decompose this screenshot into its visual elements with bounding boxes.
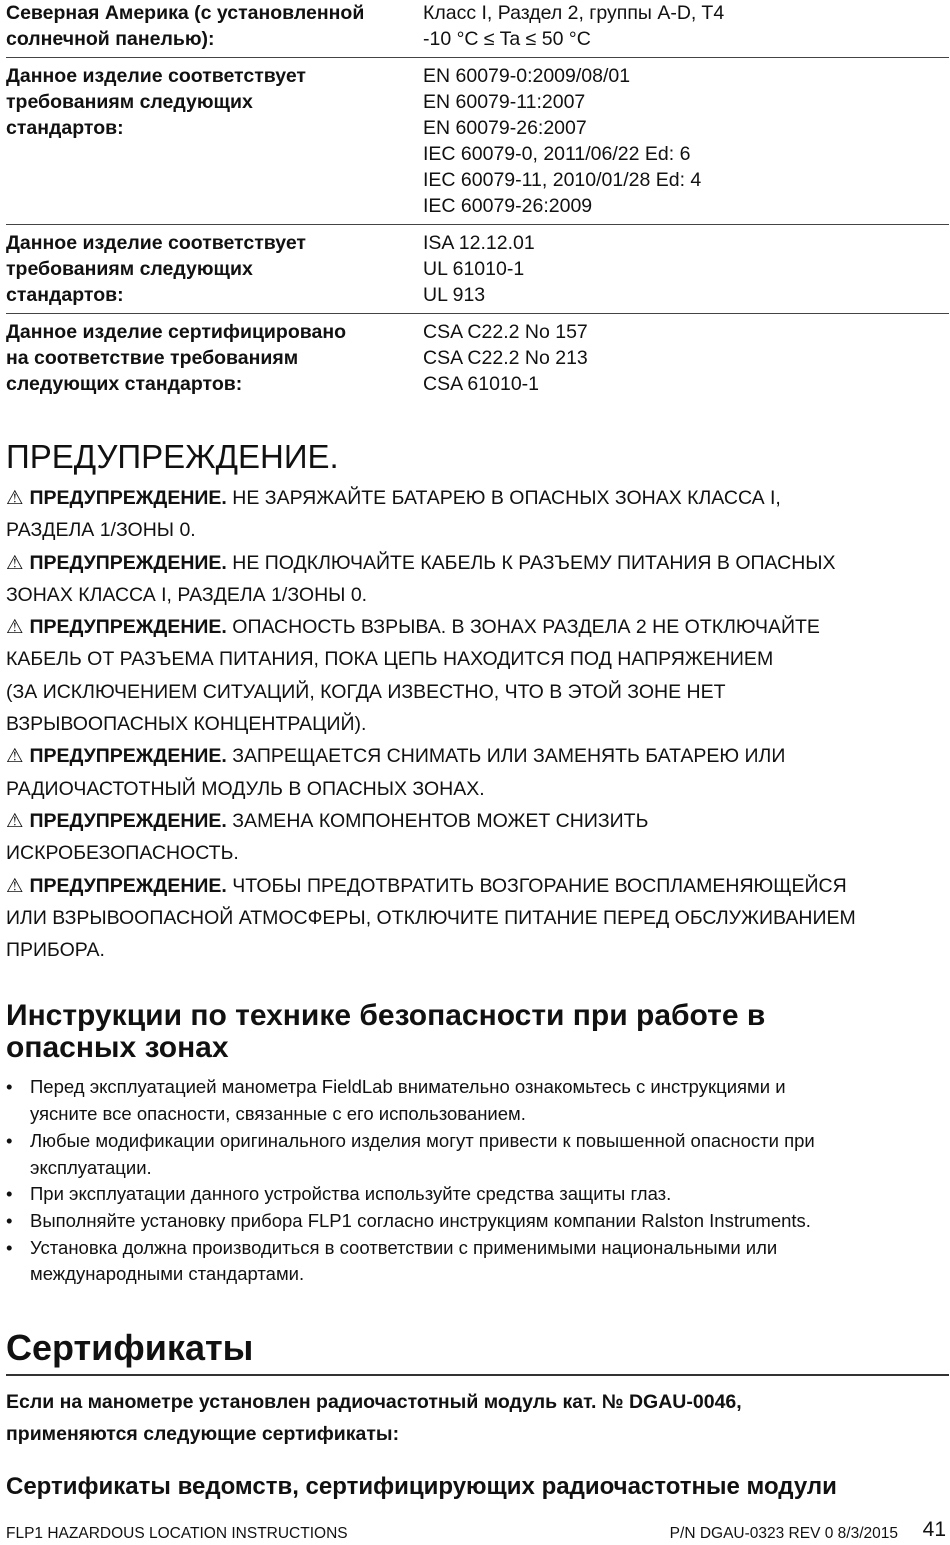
table-label-line: Северная Америка (с установленной bbox=[6, 2, 365, 24]
table-label-line: требованиям следующих bbox=[6, 91, 253, 113]
warning-text: РАЗДЕЛА 1/ЗОНЫ 0. bbox=[6, 519, 196, 542]
list-item-text: международными стандартами. bbox=[30, 1263, 305, 1285]
warning-text: (ЗА ИСКЛЮЧЕНИЕМ СИТУАЦИЙ, КОГДА ИЗВЕСТНО, ЧТО В ЭТОЙ ЗОНЕ НЕТ bbox=[6, 680, 726, 703]
list-item bbox=[6, 1074, 949, 1127]
page-number: 41 bbox=[922, 1518, 946, 1541]
safety-list bbox=[6, 1074, 949, 1288]
table-label-line: Данное изделие соответствует bbox=[6, 65, 306, 87]
bullet-icon: • bbox=[6, 1236, 13, 1258]
table-value-cell bbox=[423, 0, 949, 58]
table-row bbox=[6, 58, 949, 225]
table-label-line: стандартов: bbox=[6, 117, 124, 139]
certificates-heading: Сертификаты bbox=[6, 1326, 949, 1376]
table-value-line: IEC 60079-0, 2011/06/22 Ed: 6 bbox=[423, 143, 691, 165]
warning-label: ПРЕДУПРЕЖДЕНИЕ. bbox=[29, 874, 227, 897]
footer-title: FLP1 HAZARDOUS LOCATION INSTRUCTIONS bbox=[6, 1525, 348, 1542]
table-label-line: стандартов: bbox=[6, 284, 124, 306]
list-item-text: эксплуатации. bbox=[30, 1156, 152, 1178]
document-page bbox=[6, 0, 949, 1502]
table-value-line: IEC 60079-26:2009 bbox=[423, 195, 593, 217]
table-value-cell bbox=[423, 225, 949, 314]
table-row bbox=[6, 225, 949, 314]
warning-label: ПРЕДУПРЕЖДЕНИЕ. bbox=[29, 809, 227, 832]
table-label-cell bbox=[6, 225, 423, 314]
warning-item bbox=[6, 740, 949, 805]
list-item bbox=[6, 1128, 949, 1181]
table-label-cell bbox=[6, 58, 423, 225]
table-label-cell bbox=[6, 314, 423, 403]
bullet-icon: • bbox=[6, 1183, 13, 1205]
list-item-text: При эксплуатации данного устройства используйте средства защиты глаз. bbox=[30, 1183, 672, 1205]
list-item-text: Любые модификации оригинального изделия могут привести к повышенной опасности при bbox=[30, 1129, 815, 1151]
table-value-cell bbox=[423, 314, 949, 403]
list-item-text: Выполняйте установку прибора FLP1 согласно инструкциям компании Ralston Instruments. bbox=[30, 1209, 811, 1231]
bullet-icon: • bbox=[6, 1129, 13, 1151]
table-value-line: EN 60079-11:2007 bbox=[423, 91, 586, 113]
table-label-line: солнечной панелью): bbox=[6, 28, 215, 50]
safety-heading bbox=[6, 1000, 949, 1064]
list-item-text: уясните все опасности, связанные с его использованием. bbox=[30, 1103, 526, 1125]
warning-text: ИСКРОБЕЗОПАСНОСТЬ. bbox=[6, 842, 239, 865]
warning-item bbox=[6, 805, 949, 870]
warning-text: ЗАПРЕЩАЕТСЯ СНИМАТЬ ИЛИ ЗАМЕНЯТЬ БАТАРЕЮ ИЛИ bbox=[232, 745, 786, 768]
warning-text: ПРИБОРА. bbox=[6, 939, 105, 962]
warning-triangle-icon: ⚠ bbox=[6, 616, 24, 639]
warnings-heading: ПРЕДУПРЕЖДЕНИЕ. bbox=[6, 438, 339, 475]
warning-triangle-icon: ⚠ bbox=[6, 487, 24, 509]
table-value-line: -10 °C ≤ Ta ≤ 50 °C bbox=[423, 28, 591, 50]
warning-text: НЕ ЗАРЯЖАЙТЕ БАТАРЕЮ В ОПАСНЫХ ЗОНАХ КЛАССА I, bbox=[232, 487, 781, 509]
list-item-text: Установка должна производиться в соответствии с применимыми национальными или bbox=[30, 1236, 778, 1258]
warning-text: ОПАСНОСТЬ ВЗРЫВА. В ЗОНАХ РАЗДЕЛА 2 НЕ ОТКЛЮЧАЙТЕ bbox=[232, 616, 820, 639]
safety-heading-line: Инструкции по технике безопасности при работе в bbox=[6, 999, 766, 1033]
warning-text: НЕ ПОДКЛЮЧАЙТЕ КАБЕЛЬ К РАЗЪЕМУ ПИТАНИЯ В ОПАСНЫХ bbox=[232, 551, 836, 574]
table-value-line: UL 61010-1 bbox=[423, 258, 525, 280]
table-label-line: Данное изделие сертифицировано bbox=[6, 321, 347, 343]
footer-part-number: P/N DGAU-0323 REV 0 8/3/2015 bbox=[669, 1525, 898, 1542]
table-label-line: требованиям следующих bbox=[6, 258, 253, 280]
certificates-intro-line: применяются следующие сертификаты: bbox=[6, 1423, 400, 1446]
table-label-line: следующих стандартов: bbox=[6, 373, 243, 395]
warning-item bbox=[6, 547, 949, 612]
warning-triangle-icon: ⚠ bbox=[6, 745, 24, 768]
warning-label: ПРЕДУПРЕЖДЕНИЕ. bbox=[29, 745, 227, 768]
bullet-icon: • bbox=[6, 1076, 13, 1098]
table-value-line: IEC 60079-11, 2010/01/28 Ed: 4 bbox=[423, 169, 702, 191]
table-value-line: Класс I, Раздел 2, группы A-D, T4 bbox=[423, 2, 725, 24]
list-item bbox=[6, 1181, 949, 1208]
table-value-line: ISA 12.12.01 bbox=[423, 232, 535, 254]
table-label-cell bbox=[6, 0, 423, 58]
warning-text: ЗОНАХ КЛАССА I, РАЗДЕЛА 1/ЗОНЫ 0. bbox=[6, 583, 368, 606]
table-value-line: UL 913 bbox=[423, 284, 486, 306]
table-value-line: CSA 61010-1 bbox=[423, 373, 540, 395]
table-label-line: на соответствие требованиям bbox=[6, 347, 299, 369]
warning-label: ПРЕДУПРЕЖДЕНИЕ. bbox=[29, 487, 227, 509]
warning-label: ПРЕДУПРЕЖДЕНИЕ. bbox=[29, 551, 227, 574]
table-value-cell bbox=[423, 58, 949, 225]
table-value-line: EN 60079-0:2009/08/01 bbox=[423, 65, 631, 87]
warnings-list bbox=[6, 482, 949, 966]
bullet-icon: • bbox=[6, 1209, 13, 1231]
list-item-text: Перед эксплуатацией манометра FieldLab внимательно ознакомьтесь с инструкциями и bbox=[30, 1076, 786, 1098]
safety-heading-line: опасных зонах bbox=[6, 1031, 229, 1065]
warning-text: КАБЕЛЬ ОТ РАЗЪЕМА ПИТАНИЯ, ПОКА ЦЕПЬ НАХОДИТСЯ ПОД НАПРЯЖЕНИЕМ bbox=[6, 648, 774, 671]
warning-triangle-icon: ⚠ bbox=[6, 809, 24, 832]
certificates-intro-line: Если на манометре установлен радиочастотный модуль кат. № DGAU-0046, bbox=[6, 1391, 742, 1414]
table-label-line: Данное изделие соответствует bbox=[6, 232, 306, 254]
certificates-intro bbox=[6, 1386, 949, 1450]
standards-table bbox=[6, 0, 949, 402]
warning-item bbox=[6, 870, 949, 967]
warning-item bbox=[6, 482, 949, 547]
warning-triangle-icon: ⚠ bbox=[6, 551, 24, 574]
list-item bbox=[6, 1208, 949, 1235]
table-value-line: EN 60079-26:2007 bbox=[423, 117, 587, 139]
warning-text: ИЛИ ВЗРЫВООПАСНОЙ АТМОСФЕРЫ, ОТКЛЮЧИТЕ ПИТАНИЕ ПЕРЕД ОБСЛУЖИВАНИЕМ bbox=[6, 906, 856, 929]
certificates-subheading: Сертификаты ведомств, сертифицирующих радиочастотные модули bbox=[6, 1473, 837, 1501]
warning-label: ПРЕДУПРЕЖДЕНИЕ. bbox=[29, 616, 227, 639]
list-item bbox=[6, 1235, 949, 1288]
table-value-line: CSA C22.2 No 213 bbox=[423, 347, 588, 369]
warning-text: ЗАМЕНА КОМПОНЕНТОВ МОЖЕТ СНИЗИТЬ bbox=[232, 809, 649, 832]
table-value-line: CSA C22.2 No 157 bbox=[423, 321, 588, 343]
table-row bbox=[6, 314, 949, 403]
warning-text: ВЗРЫВООПАСНЫХ КОНЦЕНТРАЦИЙ). bbox=[6, 713, 367, 736]
warning-item bbox=[6, 611, 949, 740]
warning-text: РАДИОЧАСТОТНЫЙ МОДУЛЬ В ОПАСНЫХ ЗОНАХ. bbox=[6, 777, 485, 800]
warning-triangle-icon: ⚠ bbox=[6, 874, 24, 897]
warning-text: ЧТОБЫ ПРЕДОТВРАТИТЬ ВОЗГОРАНИЕ ВОСПЛАМЕНЯЮЩЕЙСЯ bbox=[232, 874, 847, 897]
table-row bbox=[6, 0, 949, 58]
